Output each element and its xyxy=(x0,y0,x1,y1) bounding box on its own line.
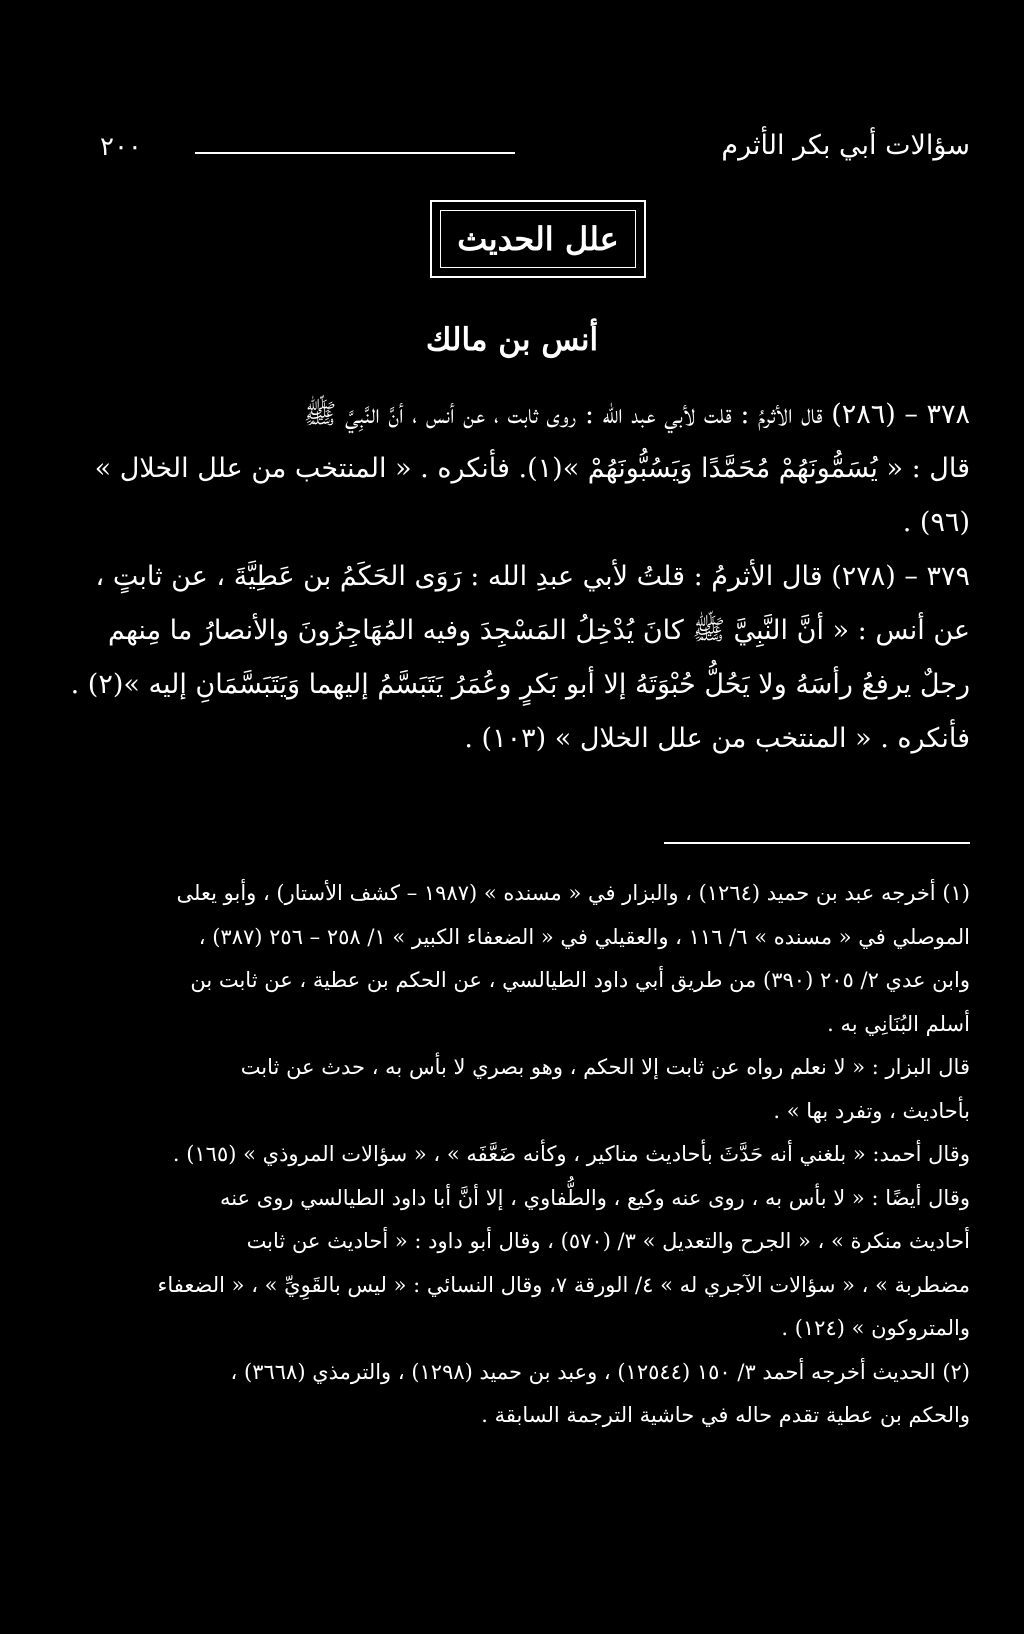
text-line: رجلٌ يرفعُ رأسَهُ ولا يَحُلُّ حُبْوَتَهُ إلا أبو بَكرٍ وعُمَرُ يَتَبَسَّمُ إليهما وَيَتَبَسَّمَانِ إليه »(٢) . xyxy=(70,669,970,700)
page-header xyxy=(100,130,970,174)
running-title: سؤالات أبي بكر الأثرم xyxy=(721,130,970,161)
footnote-line: (٢) الحديث أخرجه أحمد ٣/ ١٥٠ (١٢٥٤٤) ، وعبد بن حميد (١٢٩٨) ، والترمذي (٣٦٦٨) ، xyxy=(230,1359,970,1384)
footnotes xyxy=(60,872,970,1438)
main-text xyxy=(60,388,970,766)
text-line: (٩٦) . xyxy=(902,507,970,538)
footnote-line: وقال أحمد: « بلغني أنه حَدَّثَ بأحاديث مناكير ، وكأنه ضَعَّفَه » ، « سؤالات المروذي » (١٦٥) . xyxy=(172,1142,970,1166)
footnote-line: أسلم البُنَانِي به . xyxy=(827,1011,970,1036)
text-line: عن أنس : « أنَّ النَّبِيَّ ﷺ كانَ يُدْخِلُ المَسْجِدَ وفيه المُهَاجِرُونَ والأنصارُ ما مِنهم xyxy=(108,615,970,646)
section-title: علل الحديث xyxy=(440,210,636,268)
footnote-line: وقال أيضًا : « لا بأس به ، روى عنه وكيع ، والطُّفاوي ، إلا أنَّ أبا داود الطيالسي روى عنه xyxy=(219,1185,970,1210)
footnote-line: قال البزار : « لا نعلم رواه عن ثابت إلا الحكم ، وهو بصري لا بأس به ، حدث عن ثابت xyxy=(240,1055,970,1079)
footnote-line: أحاديث منكرة » ، « الجرح والتعديل » ٣/ (٥٧٠) ، وقال أبو داود : « أحاديث عن ثابت xyxy=(246,1229,970,1253)
footnote-line: (١) أخرجه عبد بن حميد (١٢٦٤) ، والبزار في « مسنده » (١٩٨٧ – كشف الأستار) ، وأبو يعلى xyxy=(176,881,970,905)
narrator-heading: أنس بن مالك xyxy=(425,322,599,358)
text-line: ٣٧٩ – (٢٧٨) قال الأثرمُ : قلتُ لأبي عبدِ الله : رَوَى الحَكَمُ بن عَطِيَّةَ ، عن ثابتٍ ، xyxy=(95,561,970,592)
footnote-line: مضطربة » ، « سؤالات الآجري له » ٤/ الورقة ٧، وقال النسائي : « ليس بالقَوِيِّ » ، « الضعفاء xyxy=(157,1272,970,1297)
text-line: قال : « يُسَمُّونَهُمْ مُحَمَّدًا وَيَسُبُّونَهُمْ »(١). فأنكره . « المنتخب من علل الخلال » xyxy=(94,453,970,484)
section-title-box xyxy=(430,200,646,278)
footnote-line: وابن عدي ٢/ ٢٠٥ (٣٩٠) من طريق أبي داود الطيالسي ، عن الحكم بن عطية ، عن ثابت بن xyxy=(190,968,970,992)
footnote-line: بأحاديث ، وتفرد بها » . xyxy=(773,1098,970,1123)
footnote-line: والمتروكون » (١٢٤) . xyxy=(781,1316,970,1340)
footnote-line: والحكم بن عطية تقدم حاله في حاشية الترجمة السابقة . xyxy=(481,1403,970,1427)
page-number: ٢٠٠ xyxy=(100,132,142,162)
footnote-separator xyxy=(664,842,970,844)
text-line: فأنكره . « المنتخب من علل الخلال » (١٠٣) . xyxy=(464,723,970,754)
text-line: ٣٧٨ – (٢٨٦) قال الأثرمُ : قلت لأبي عبد الله : روى ثابت ، عن أنس ، أنَّ النَّبِيَّ ﷺ xyxy=(303,399,970,430)
footnote-line: الموصلي في « مسنده » ٦/ ١١٦ ، والعقيلي في « الضعفاء الكبير » ١/ ٢٥٨ – ٢٥٦ (٣٨٧) ، xyxy=(198,924,970,949)
header-rule xyxy=(195,152,515,154)
